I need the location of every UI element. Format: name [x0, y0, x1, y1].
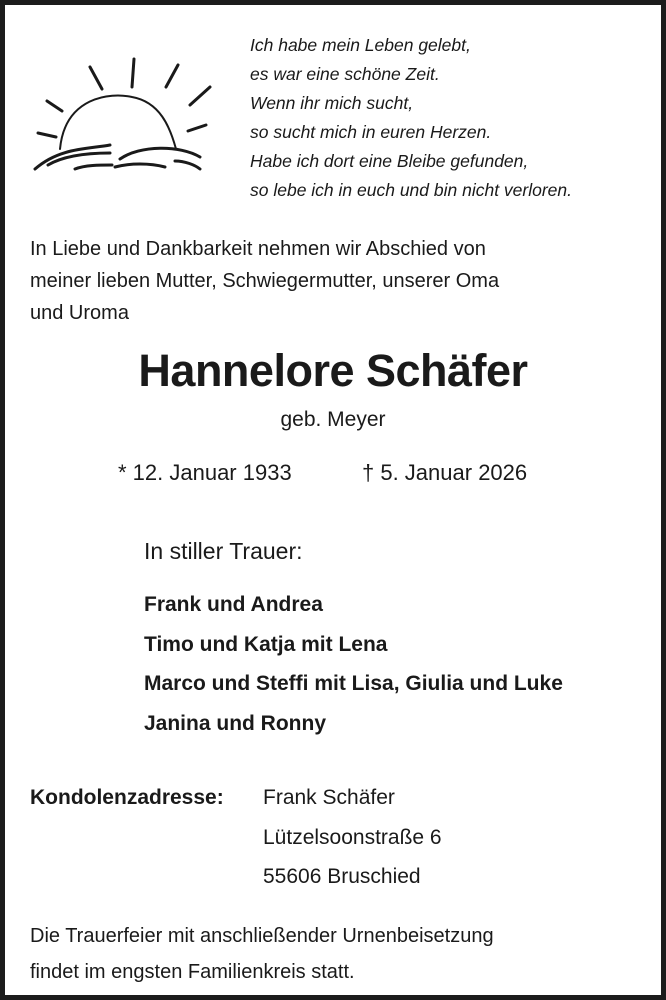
- mourner: Janina und Ronny: [144, 711, 327, 735]
- mourning-title: In stiller Trauer:: [144, 538, 303, 564]
- address-line: 55606 Bruschied: [263, 865, 421, 888]
- intro-line: meiner lieben Mutter, Schwiegermutter, unserer Oma: [30, 270, 500, 292]
- poem-line: Ich habe mein Leben gelebt,: [250, 35, 471, 55]
- poem-line: Habe ich dort eine Bleibe gefunden,: [250, 151, 529, 171]
- birth-date: * 12. Januar 1933: [118, 460, 292, 485]
- poem-line: so sucht mich in euren Herzen.: [250, 122, 492, 142]
- poem-line: Wenn ihr mich sucht,: [250, 93, 414, 113]
- poem-line: so lebe ich in euch und bin nicht verloren.: [250, 180, 573, 200]
- mourner: Marco und Steffi mit Lisa, Giulia und Luke: [144, 672, 563, 695]
- rising-sun-icon: [30, 57, 230, 177]
- mourners-list: [144, 585, 563, 743]
- intro-line: In Liebe und Dankbarkeit nehmen wir Abschied von: [30, 238, 486, 260]
- footer-line: findet im engsten Familienkreis statt.: [30, 961, 355, 983]
- death-date: † 5. Januar 2026: [362, 460, 528, 485]
- deceased-name: Hannelore Schäfer: [138, 345, 528, 396]
- mourner: Timo und Katja mit Lena: [144, 632, 388, 656]
- address-line: Frank Schäfer: [263, 786, 395, 809]
- condolence-label: Kondolenzadresse:: [30, 786, 224, 809]
- intro-text: [30, 233, 499, 329]
- condolence-address: [263, 778, 442, 897]
- address-line: Lützelsoonstraße 6: [263, 825, 442, 849]
- poem-line: es war eine schöne Zeit.: [250, 64, 440, 84]
- mourner: Frank und Andrea: [144, 593, 323, 616]
- footer-line: Die Trauerfeier mit anschließender Urnenbeisetzung: [30, 925, 494, 947]
- intro-line: und Uroma: [30, 302, 129, 324]
- poem: [250, 31, 572, 205]
- funeral-info: [30, 918, 494, 990]
- maiden-name: geb. Meyer: [280, 408, 386, 431]
